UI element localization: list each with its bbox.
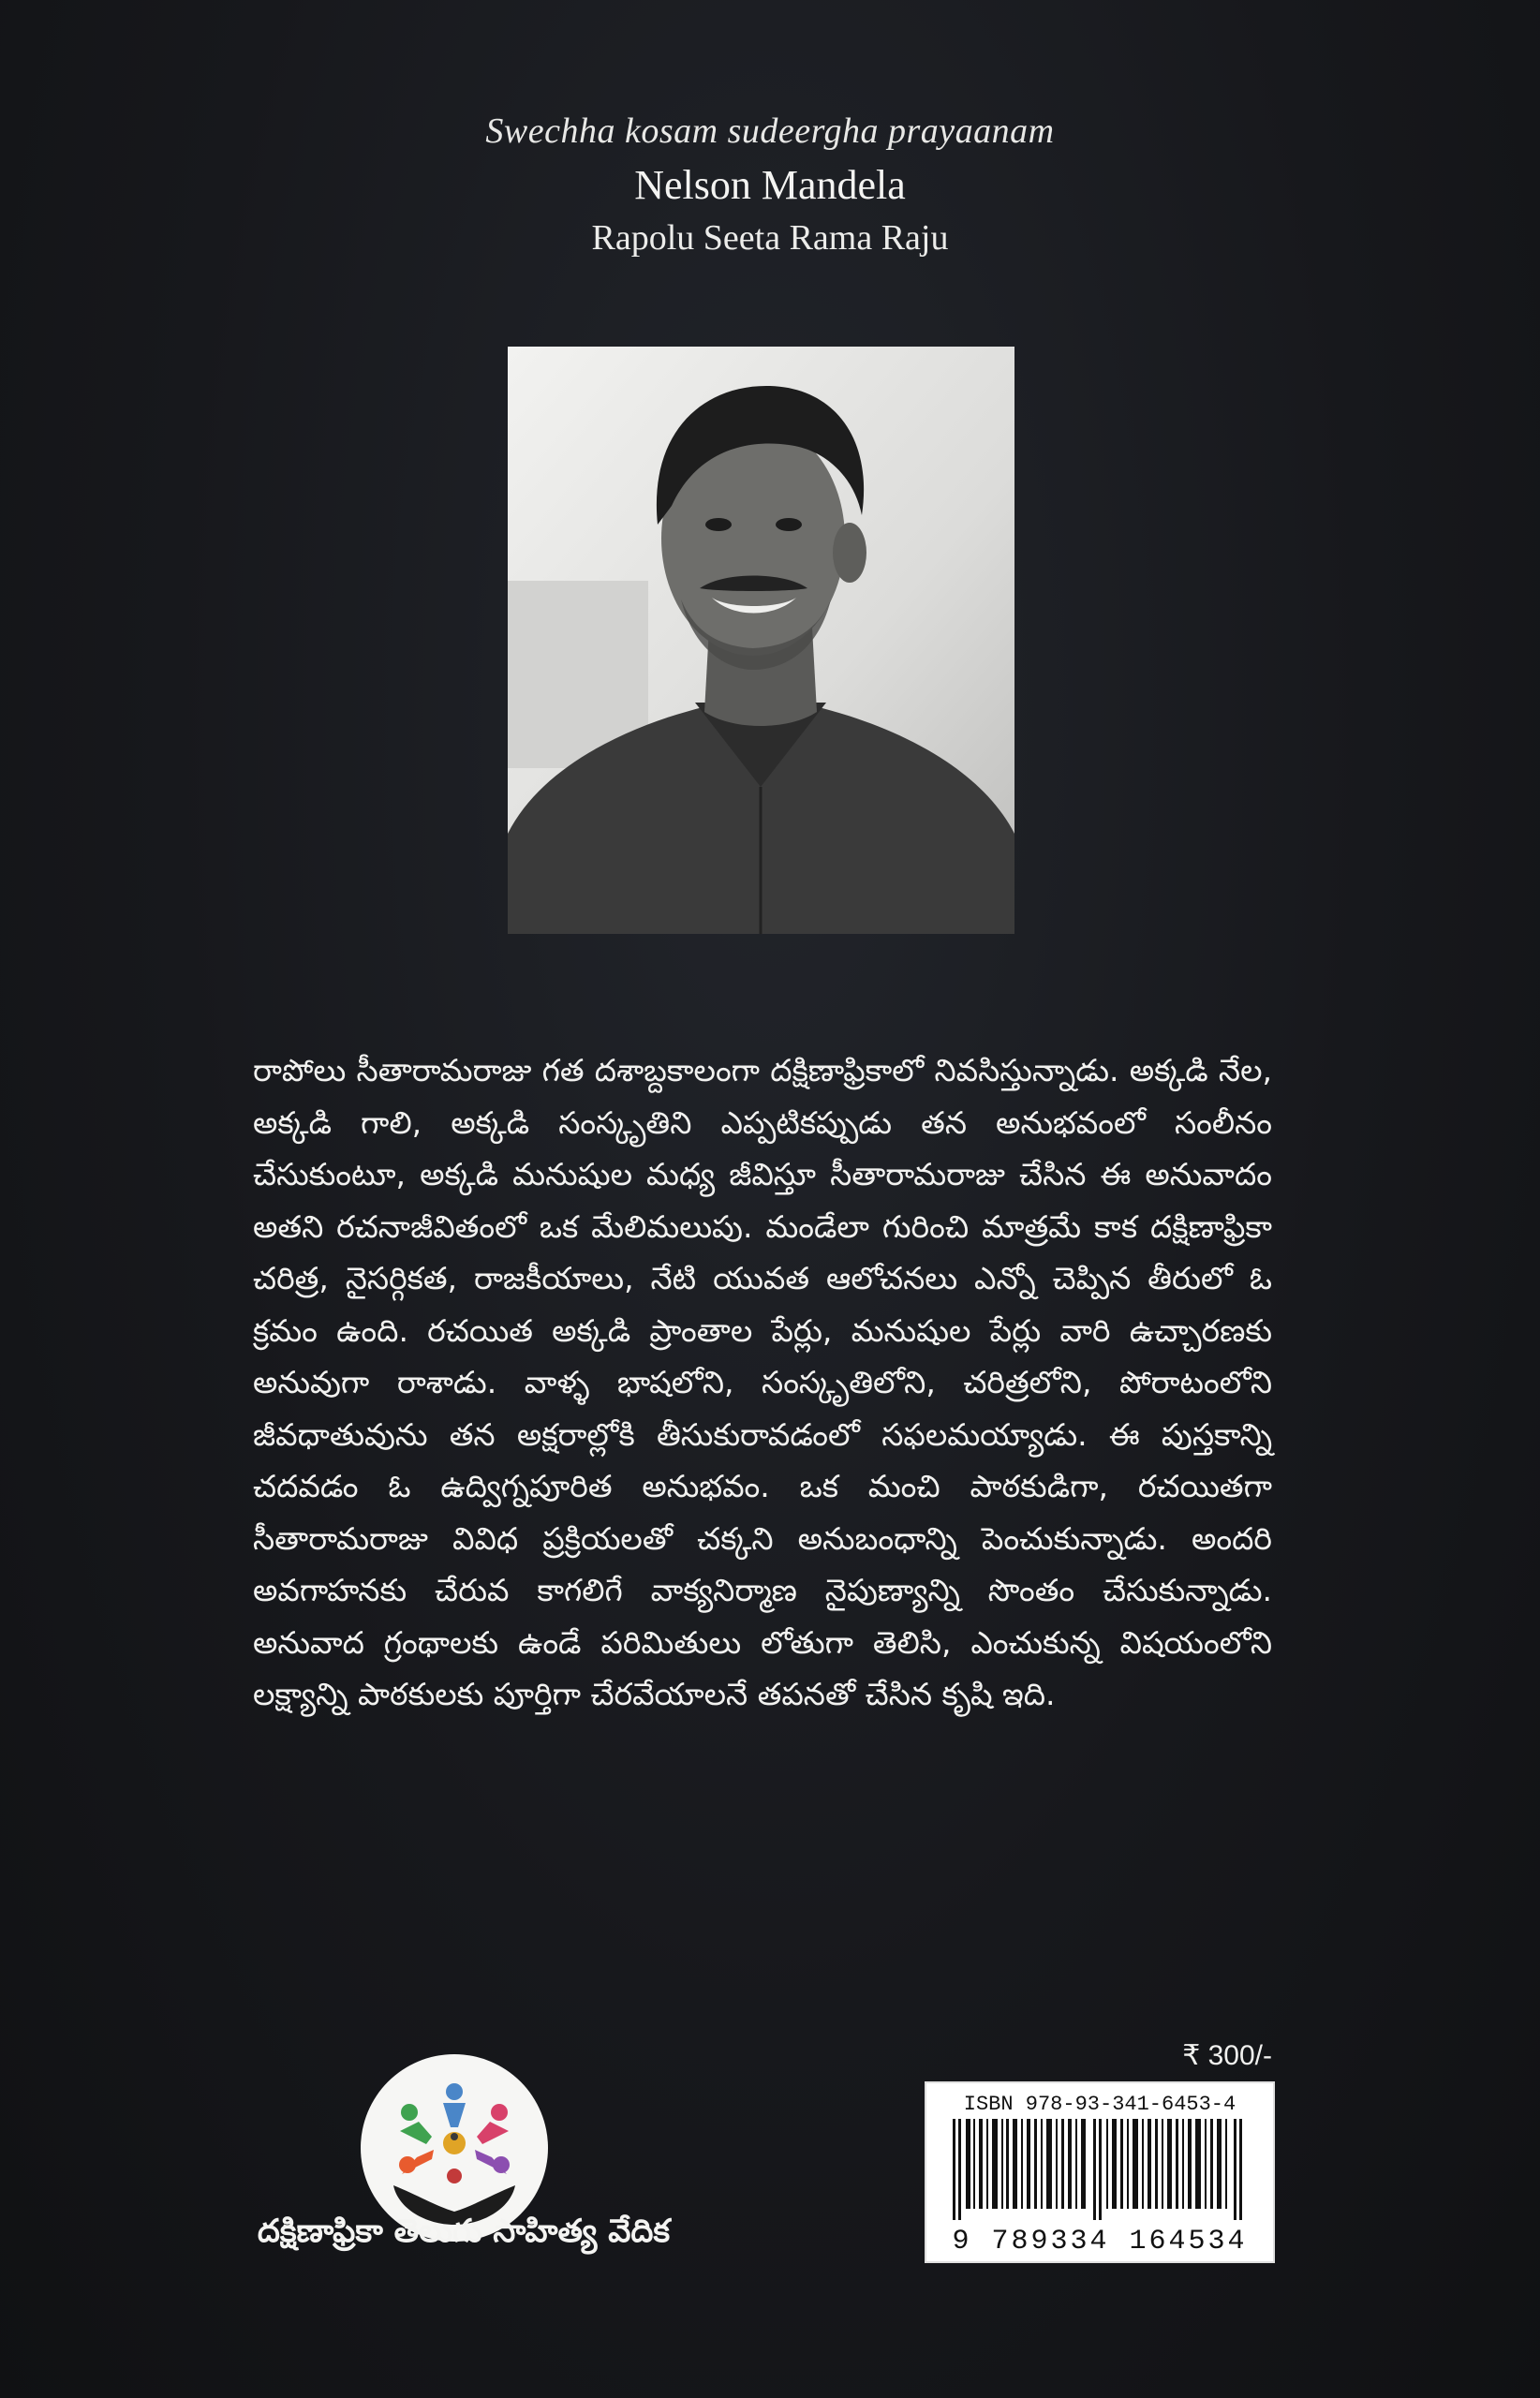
blurb-text: రాపోలు సీతారామరాజు గత దశాబ్దకాలంగా దక్షిణాఫ్రికాలో నివసిస్తున్నాడు. అక్కడి నేల, అక్కడి గాలి, అక్కడి సంస్కృతిని ఎప్పటికప్పుడు తన అనుభవంలో సంలీనం చేసుకుంటూ, అక్కడి మనుషుల మధ్య జీవిస్తూ సీతారామరాజు చేసిన ఈ అనువాదం అతని రచనాజీవితంలో ఒక మేలిమలుపు. మండేలా గురించి మాత్రమే కాక దక్షిణాఫ్రికా చరిత్ర, నైసర్గికత, రాజకీయాలు, నేటి యువత ఆలోచనలు ఎన్నో చెప్పిన తీరులో ఓ క్రమం ఉంది. రచయిత అక్కడి ప్రాంతాల పేర్లు, మనుషుల పేర్లు వారి ఉచ్చారణకు అనువుగా రాశాడు. వాళ్ళ భాషలోని, సంస్కృతిలోని, చరిత్రలోని, పోరాటంలోని జీవధాతువును తన అక్షరాల్లోకి తీసుకురావడంలో సఫలమయ్యాడు. ఈ పుస్తకాన్ని చదవడం ఓ ఉద్విగ్నపూరిత అనుభవం. ఒక మంచి పాఠకుడిగా, రచయితగా సీతారామరాజు వివిధ ప్రక్రియలతో చక్కని అనుబంధాన్ని పెంచుకున్నాడు. అందరి అవగాహనకు చేరువ కాగలిగే వాక్యనిర్మాణ నైపుణ్యాన్ని సొంతం చేసుకున్నాడు. అనువాద గ్రంథాలకు ఉండే పరిమితులు లోతుగా తెలిసి, ఎంచుకున్న విషయంలోని లక్ష్యాన్ని పాఠకులకు పూర్తిగా చేరవేయాలనే తపనతో చేసిన కృషి ఇది. xyxy=(253,1052,1272,1712)
isbn-label: ISBN 978-93-341-6453-4 xyxy=(963,2093,1236,2116)
author-photo xyxy=(508,347,1014,934)
price-label: ₹ 300/- xyxy=(1182,2040,1272,2071)
barcode-bars xyxy=(943,2119,1256,2220)
book-author: Rapolu Seeta Rama Raju xyxy=(591,218,949,258)
publisher-name: దక్షిణాఫ్రికా తెలుగు సాహిత్య వేదిక xyxy=(257,2213,671,2250)
book-title: Swechha kosam sudeergha prayaanam xyxy=(485,111,1055,151)
isbn-barcode xyxy=(925,2081,1275,2263)
book-subject: Nelson Mandela xyxy=(634,162,906,208)
ean-digits: 9 789334 164534 xyxy=(952,2226,1248,2257)
